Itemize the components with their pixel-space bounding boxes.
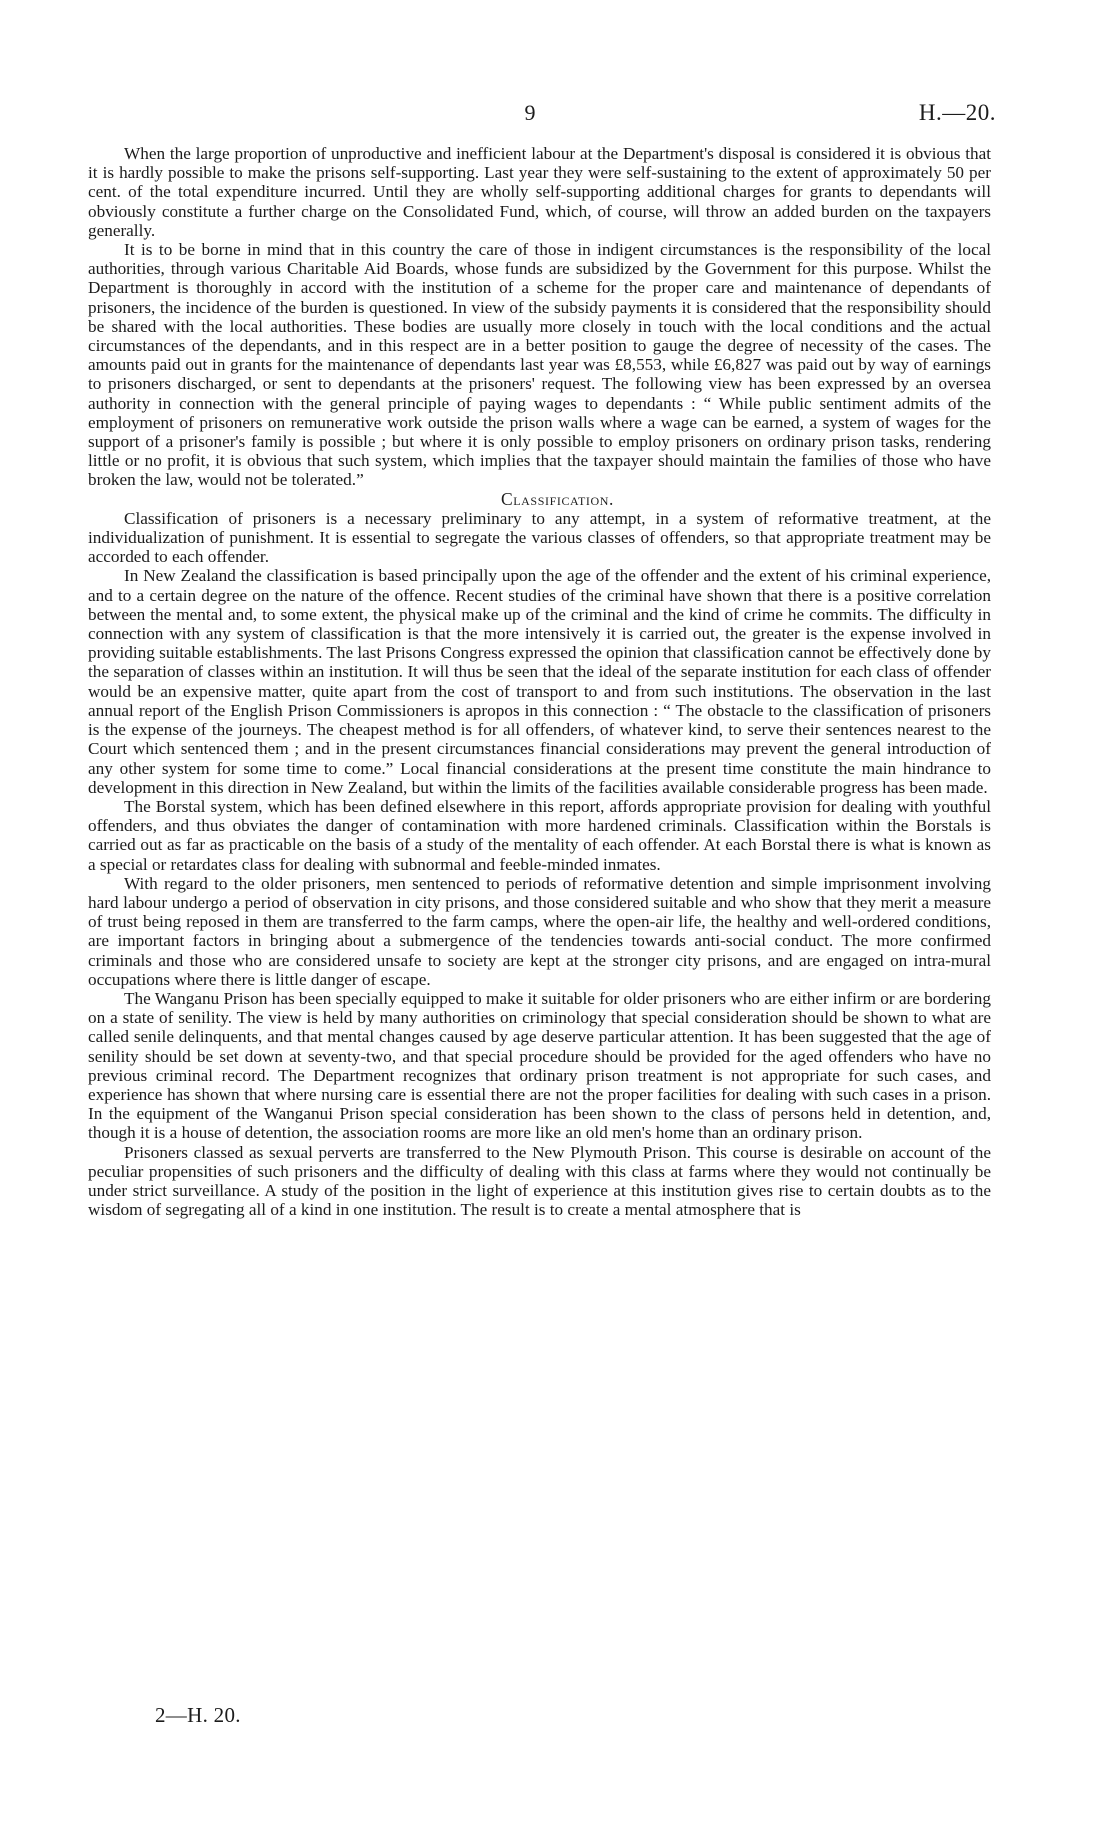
paragraph: The Wanganu Prison has been specially equipped to make it suitable for older prisoners who are either infirm or are bordering on a state of senility. The view is held by many authorities on criminology that special consideration should be shown to what are called senile delinquents, and that mental changes caused by age deserve particular attention. It has been suggested that the age of senility should be set down at seventy-two, and that special procedure should be provided for the aged offenders who have no previous criminal record. The Department recognizes that ordinary prison treatment is not appropriate for such cases, and experience has shown that where nursing care is essential there are not the proper facilities for dealing with such cases in a prison. In the equipment of the Wanganui Prison special consideration has been shown to the class of persons held in detention, and, though it is a house of detention, the association rooms are more like an old men's home than an ordinary prison. (88, 988, 991, 1143)
page-number: 9 (524, 100, 536, 125)
paragraph: Prisoners classed as sexual perverts are transferred to the New Plymouth Prison. This course is desirable on account of the peculiar propensities of such prisoners and the difficulty of dealing with this class at farms where they would not continually be under strict surveillance. A study of the position in the light of experience at this institution gives rise to certain doubts as to the wisdom of segregating all of a kind in one institution. The result is to create a mental atmosphere that is (88, 1142, 991, 1220)
document-reference: H.—20. (918, 100, 996, 125)
footer-signature: 2—H. 20. (155, 1703, 241, 1727)
paragraph: In New Zealand the classification is based principally upon the age of the offender and the extent of his criminal experience, and to a certain degree on the nature of the offence. Recent studies of the criminal have shown that there is a positive correlation between the mental and, to some extent, the physical make up of the criminal and the kind of crime he commits. The difficulty in connection with any system of classification is that the more intensively it is carried out, the greater is the expense involved in providing suitable establishments. The last Prisons Congress expressed the opinion that classification cannot be effectively done by the separation of classes within an institution. It will thus be seen that the ideal of the separate institution for each class of offender would be an expensive matter, quite apart from the cost of transport to and from such institutions. The observation in the last annual report of the English Prison Commissioners is apropos in this connection : “ The obstacle to the classification of prisoners is the expense of the journeys. The cheapest method is for all offenders, of whatever kind, to serve their sentences nearest to the Court which sentenced them ; and in the present circumstances financial considerations may prevent the general introduction of any other system for some time to come.” Local financial considerations at the present time constitute the main hindrance to development in this direction in New Zealand, but within the limits of the facilities available considerable progress has been made. (88, 566, 991, 797)
paragraph: When the large proportion of unproductive and inefficient labour at the Department's disposal is considered it is obvious that it is hardly possible to make the prisons self-supporting. Last year they were self-sustaining to the extent of approximately 50 per cent. of the total expenditure incurred. Until they are wholly self-supporting additional charges for grants to dependants will obviously constitute a further charge on the Consolidated Fund, which, of course, will throw an added burden on the taxpayers generally. (88, 144, 991, 240)
paragraph: Classification of prisoners is a necessary preliminary to any attempt, in a system of reformative treatment, at the individualization of punishment. It is essential to segregate the various classes of offenders, so that appropriate treatment may be accorded to each offender. (88, 508, 991, 567)
paragraph: It is to be borne in mind that in this country the care of those in indigent circumstances is the responsibility of the local authorities, through various Charitable Aid Boards, whose funds are subsidized by the Government for this purpose. Whilst the Department is thoroughly in accord with the institution of a scheme for the proper care and maintenance of dependants of prisoners, the incidence of the burden is questioned. In view of the subsidy payments it is considered that the responsibility should be shared with the local authorities. These bodies are usually more closely in touch with the local conditions and the actual circumstances of the dependants, and in this respect are in a better position to gauge the degree of necessity of the cases. The amounts paid out in grants for the maintenance of dependants last year was £8,553, while £6,827 was paid out by way of earnings to prisoners discharged, or sent to dependants at the prisoners' request. The following view has been expressed by an oversea authority in connection with the general principle of paying wages to dependants : “ While public sentiment admits of the employment of prisoners on remunerative work outside the prison walls where a wage can be earned, a system of wages for the support of a prisoner's family is possible ; but where it is only possible to employ prisoners on ordinary prison tasks, rendering little or no profit, it is obvious that such system, which implies that the taxpayer should maintain the families of those who have broken the law, would not be tolerated.” (88, 240, 991, 490)
body-text (88, 144, 991, 1219)
paragraph: With regard to the older prisoners, men sentenced to periods of reformative detention and simple imprisonment involving hard labour undergo a period of observation in city prisons, and those considered suitable and who show that they merit a measure of trust being reposed in them are transferred to the farm camps, where the open-air life, the healthy and well-ordered conditions, are important factors in bringing about a submergence of the tendencies towards anti-social conduct. The more confirmed criminals and those who are considered unsafe to society are kept at the stronger city prisons, and are engaged on intra-mural occupations where there is little danger of escape. (88, 873, 991, 989)
section-heading: Classification. (500, 488, 615, 509)
paragraph: The Borstal system, which has been defined elsewhere in this report, affords appropriate provision for dealing with youthful offenders, and thus obviates the danger of contamination with more hardened criminals. Classification within the Borstals is carried out as far as practicable on the basis of a study of the mentality of each offender. At each Borstal there is what is known as a special or retardates class for dealing with subnormal and feeble-minded inmates. (88, 796, 991, 874)
